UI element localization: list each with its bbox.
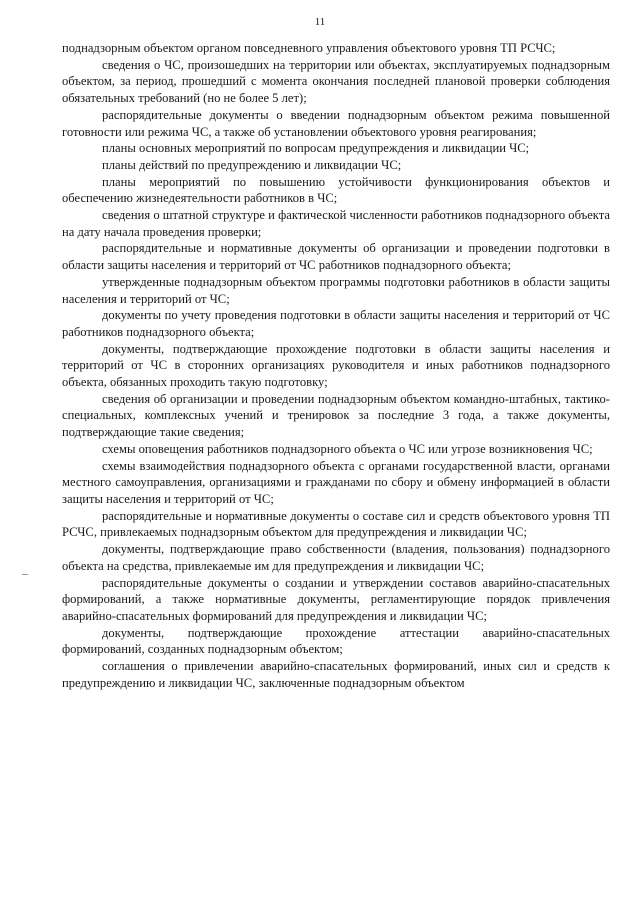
document-body: [62, 40, 610, 691]
paragraph-training-orders: распорядительные и нормативные документы об организации и проведении подготовки в области защиты населения и территорий от ЧС работников поднадзорного объекта;: [62, 241, 610, 273]
paragraph-forces-composition: распорядительные и нормативные документы о составе сил и средств объектового уровня ТП РСЧС, привлекаемых поднадзорным объектом для предупреждения и ликвидации ЧС;: [62, 508, 610, 540]
paragraph-notification-schemes: схемы оповещения работников поднадзорного объекта о ЧС или угрозе возникновения ЧС;: [102, 441, 593, 456]
paragraph-training-programs: утвержденные поднадзорным объектом программы подготовки работников в области защиты населения и территорий от ЧС;: [62, 274, 610, 306]
paragraph-external-training: документы, подтверждающие прохождение подготовки в области защиты населения и территорий от ЧС в сторонних организациях руководителя и иных работников поднадзорного объекта, обязанных проходить такую подготовку;: [62, 341, 610, 390]
paragraph-staff-structure: сведения о штатной структуре и фактической численности работников поднадзорного объекта на дату начала проведения проверки;: [62, 208, 610, 239]
paragraph-readiness-orders: распорядительные документы о введении поднадзорным объектом режима повышенной готовности или режима ЧС, а также об установлении объектового уровня реагирования;: [62, 107, 610, 139]
paragraph-rescue-units-orders: распорядительные документы о создании и утверждении составов аварийно-спасательных формирований, а также нормативные документы, регламентирующие порядок привлечения аварийно-спасательных формирований для предупреждения и ликвидации ЧС;: [62, 575, 610, 623]
paragraph-ownership-documents: документы, подтверждающие право собственности (владения, пользования) поднадзорного объекта на средства, привлекаемые им для предупреждения и ликвидации ЧС;: [62, 542, 610, 573]
paragraph-continuation: поднадзорным объектом органом повседневного управления объектового уровня ТП РСЧС;: [62, 41, 556, 55]
paragraph-emergency-incidents: сведения о ЧС, произошедших на территории или объектах, эксплуатируемых поднадзорным объектом, за период, прошедший с момента окончания последней плановой проверки соблюдения обязательных требований (но не более 5 лет);: [62, 57, 610, 106]
paragraph-interaction-schemes: схемы взаимодействия поднадзорного объекта с органами государственной власти, органами местного самоуправления, организациями и гражданами по сбору и обмену информацией в области защиты населения и территорий от ЧС;: [62, 458, 610, 506]
margin-mark: [22, 574, 28, 575]
paragraph-training-records: документы по учету проведения подготовки в области защиты населения и территорий от ЧС работников поднадзорного объекта;: [62, 308, 610, 339]
paragraph-exercises: сведения об организации и проведении поднадзорным объектом командно-штабных, тактико-специальных, комплексных учений и тренировок за последние 3 года, а также документы, подтверждающие такие сведения;: [62, 391, 610, 440]
paragraph-rescue-certification: документы, подтверждающие прохождение аттестации аварийно-спасательных формирований, созданных поднадзорным объектом;: [62, 625, 610, 657]
page-number: 11: [314, 16, 326, 28]
paragraph-stability-plans: планы мероприятий по повышению устойчивости функционирования объектов и обеспечению жизнедеятельности работников в ЧС;: [62, 174, 610, 206]
paragraph-agreements: соглашения о привлечении аварийно-спасательных формирований, иных сил и средств к предупреждению и ликвидации ЧС, заключенные поднадзорным объектом: [62, 659, 610, 690]
paragraph-main-measures-plans: планы основных мероприятий по вопросам предупреждения и ликвидации ЧС;: [102, 141, 530, 156]
paragraph-action-plans: планы действий по предупреждению и ликвидации ЧС;: [102, 157, 402, 172]
